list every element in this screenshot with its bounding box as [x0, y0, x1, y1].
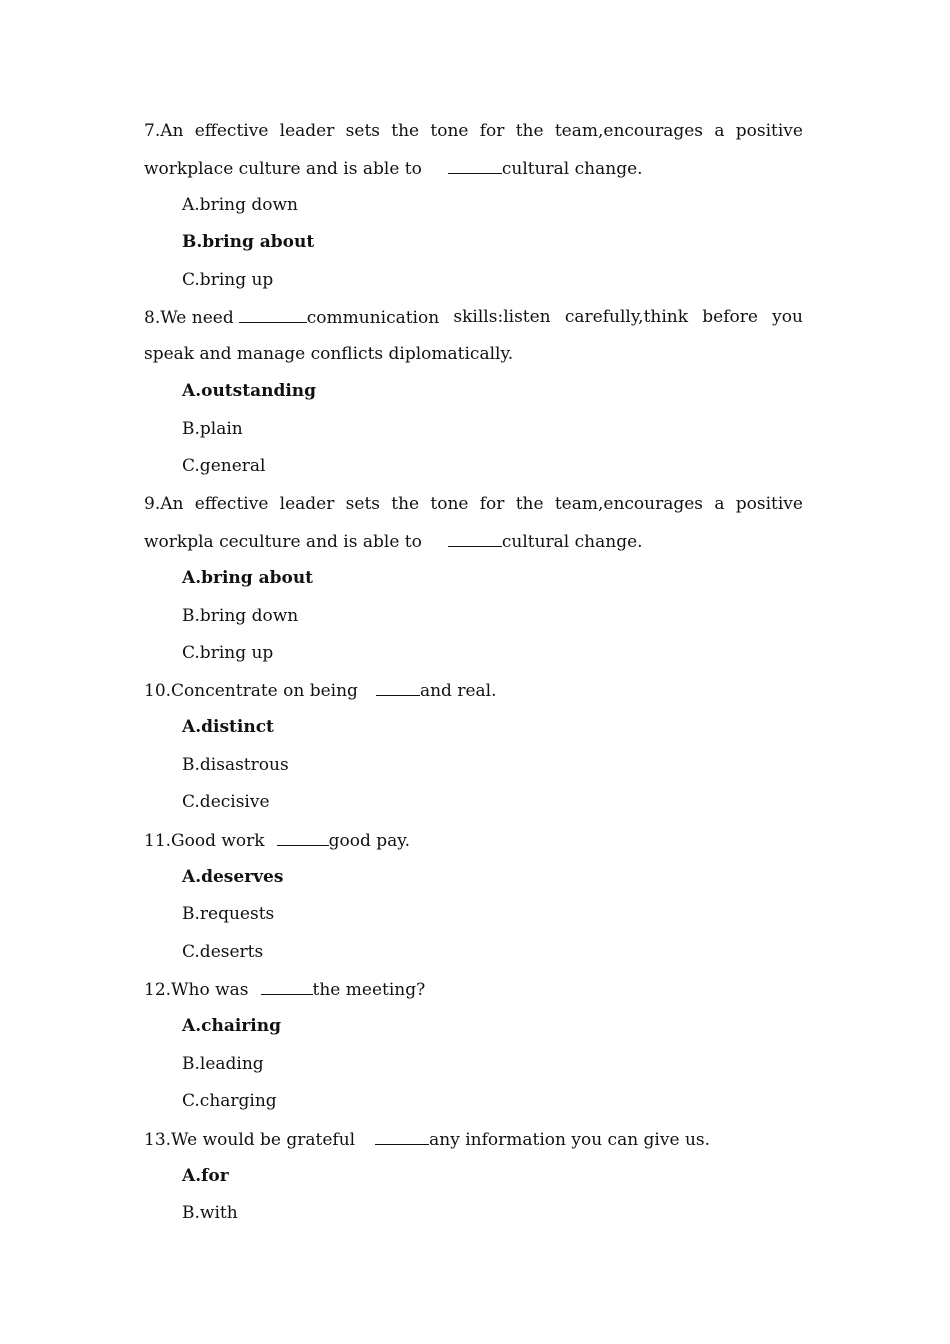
- word: the: [391, 121, 420, 141]
- text: 13.We would be grateful: [144, 1130, 356, 1150]
- question-11-text: [144, 827, 803, 864]
- question-13-option-a-correct: A.for: [182, 1166, 229, 1186]
- question-12-text: [144, 976, 803, 1013]
- word: effective: [194, 121, 269, 141]
- question-7-text-line-1: [144, 118, 803, 155]
- word: 9.An: [144, 494, 184, 514]
- word: the: [515, 494, 544, 514]
- question-7-text-line-2: [144, 155, 803, 192]
- question-8-option-a-correct: A.outstanding: [182, 381, 317, 401]
- text: and real.: [419, 681, 497, 701]
- question-10-option-b: B.disastrous: [182, 755, 289, 775]
- word: leader: [279, 121, 335, 141]
- question-12-option-c: C.charging: [182, 1091, 277, 1111]
- word: for: [479, 121, 505, 141]
- question-8-option-b: B.plain: [182, 419, 243, 439]
- word: a: [714, 121, 725, 141]
- word: tone: [430, 494, 469, 514]
- word: tone: [430, 121, 469, 141]
- question-7-option-a: A.bring down: [182, 195, 298, 215]
- text: any information you can give us.: [429, 1130, 711, 1150]
- text: 10.Concentrate on being: [144, 681, 358, 701]
- word: effective: [194, 494, 269, 514]
- text: workplace culture and is able to: [144, 159, 422, 179]
- word: 7.An: [144, 121, 184, 141]
- text: 11.Good work: [144, 831, 265, 851]
- text: good pay.: [328, 831, 410, 851]
- text: 8.We need: [144, 308, 234, 328]
- question-11-option-a-correct: A.deserves: [182, 867, 284, 887]
- word: for: [479, 494, 505, 514]
- question-13-option-b: B.with: [182, 1203, 238, 1223]
- word: the: [515, 121, 544, 141]
- word: sets: [345, 494, 380, 514]
- question-11-option-b: B.requests: [182, 904, 275, 924]
- question-9-option-b: B.bring down: [182, 606, 299, 626]
- answer-blank: [277, 827, 329, 846]
- question-8-text-line-1: [144, 304, 803, 341]
- text: workpla ceculture and is able to: [144, 532, 422, 552]
- question-7-option-c: C.bring up: [182, 270, 274, 290]
- word: leader: [279, 494, 335, 514]
- word: positive: [735, 494, 803, 514]
- text: cultural change.: [501, 159, 643, 179]
- question-13-text: [144, 1126, 803, 1163]
- word: you: [772, 307, 803, 327]
- answer-blank: [448, 155, 502, 174]
- question-9-option-a-correct: A.bring about: [182, 568, 314, 588]
- word: team,encourages: [554, 121, 704, 141]
- answer-blank: [376, 677, 420, 696]
- answer-blank: [375, 1126, 429, 1145]
- text: [144, 304, 439, 341]
- question-10-option-c: C.decisive: [182, 792, 270, 812]
- question-9-text-line-1: [144, 491, 803, 528]
- text: the meeting?: [312, 980, 426, 1000]
- question-11-option-c: C.deserts: [182, 942, 264, 962]
- word: carefully,think: [564, 307, 689, 327]
- answer-blank: [448, 528, 502, 547]
- answer-blank: [261, 976, 313, 995]
- question-9-option-c: C.bring up: [182, 643, 274, 663]
- question-12-option-b: B.leading: [182, 1054, 264, 1074]
- text: cultural change.: [501, 532, 643, 552]
- word: skills:listen: [453, 307, 551, 327]
- question-8-option-c: C.general: [182, 456, 266, 476]
- word: the: [391, 494, 420, 514]
- word: communication: [306, 308, 440, 328]
- word: a: [714, 494, 725, 514]
- question-12-option-a-correct: A.chairing: [182, 1016, 281, 1036]
- question-9-text-line-2: [144, 528, 803, 565]
- text: 12.Who was: [144, 980, 249, 1000]
- word: before: [702, 307, 758, 327]
- word: sets: [345, 121, 380, 141]
- question-8-text-line-2: speak and manage conflicts diplomatically.: [144, 344, 514, 364]
- question-10-option-a-correct: A.distinct: [182, 717, 274, 737]
- question-10-text: [144, 677, 803, 714]
- answer-blank: [239, 304, 307, 323]
- word: positive: [735, 121, 803, 141]
- question-7-option-b-correct: B.bring about: [182, 232, 315, 252]
- word: team,encourages: [554, 494, 704, 514]
